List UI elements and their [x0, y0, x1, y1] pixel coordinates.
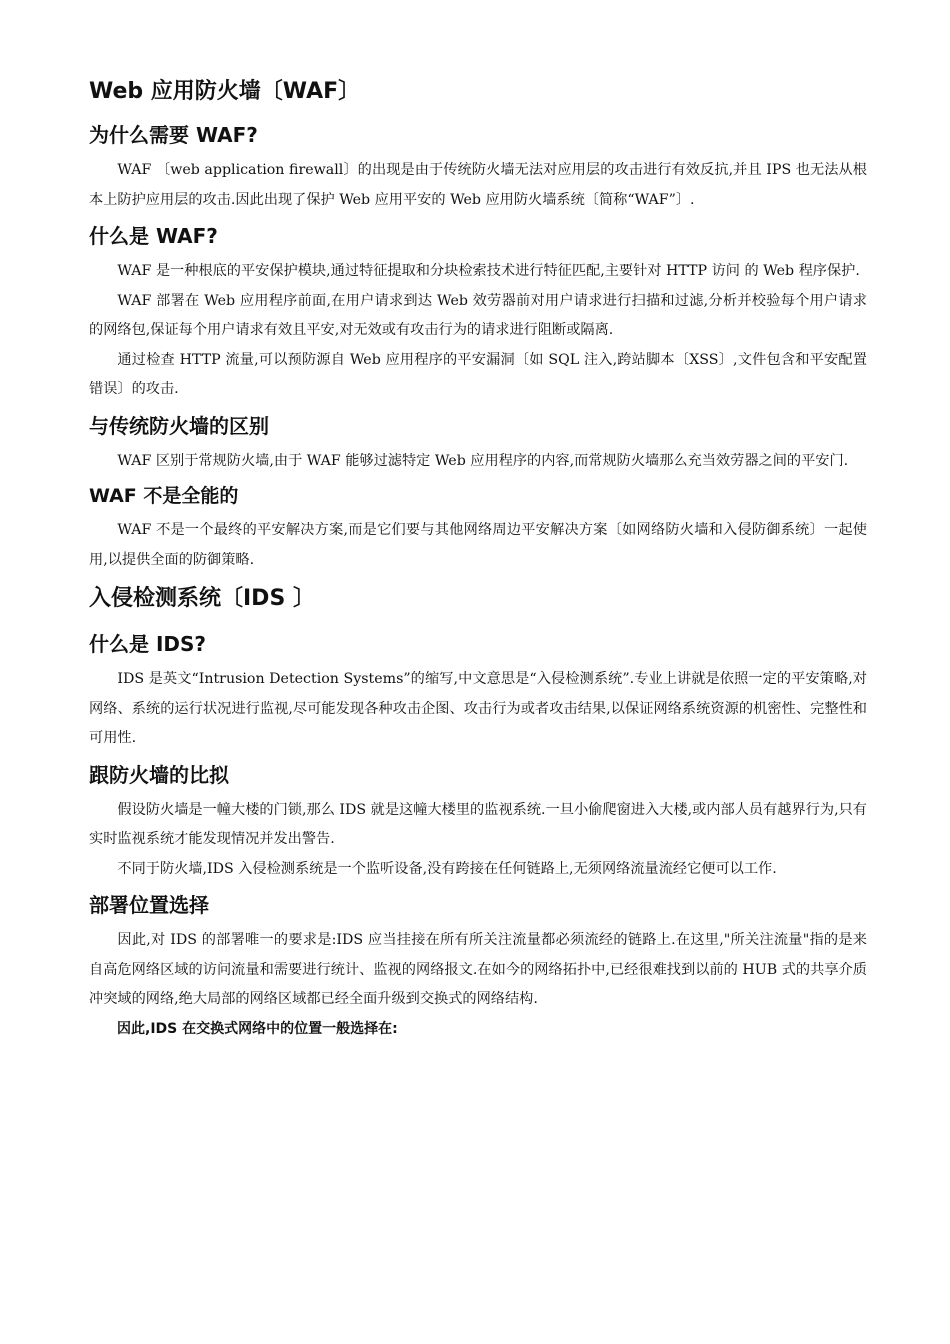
compare-paragraph-1: 假设防火墙是一幢大楼的门锁,那么 IDS 就是这幢大楼里的监视系统.一旦小偷爬窗进入大楼,或内部人员有越界行为,只有实时监视系统才能发现情况并发出警告.	[89, 801, 867, 847]
ids-title: 入侵检测系统〔IDS 〕	[89, 586, 315, 611]
what-is-waf-paragraph-2: WAF 部署在 Web 应用程序前面,在用户请求到达 Web 效劳器前对用户请求进行扫描和过滤,分析并校验每个用户请求的网络包,保证每个用户请求有效且平安,对无效或有攻击行为的请求进行阻断或隔离.	[89, 292, 867, 338]
waf-title: Web 应用防火墙〔WAF〕	[89, 79, 361, 104]
what-is-ids-paragraph: IDS 是英文“Intrusion Detection Systems”的缩写,中文意思是“入侵检测系统”.专业上讲就是依照一定的平安策略,对网络、系统的运行状况进行监视,尽可能发现各种攻击企图、攻击行为或者攻击结果,以保证网络系统资源的机密性、完整性和可用性.	[89, 671, 867, 746]
what-is-waf-paragraph-1: WAF 是一种根底的平安保护模块,通过特征提取和分块检索技术进行特征匹配,主要针对 HTTP 访问 的 Web 程序保护.	[117, 263, 860, 279]
document-page	[89, 70, 867, 1044]
deploy-paragraph-2: 因此,IDS 在交换式网络中的位置一般选择在:	[117, 1020, 398, 1037]
why-waf-heading: 为什么需要 WAF?	[89, 123, 258, 147]
waf-not-all-heading: WAF 不是全能的	[89, 485, 239, 507]
what-is-ids-heading: 什么是 IDS?	[89, 632, 207, 656]
what-is-waf-heading: 什么是 WAF?	[89, 224, 218, 248]
waf-not-all-paragraph: WAF 不是一个最终的平安解决方案,而是它们要与其他网络周边平安解决方案〔如网络防火墙和入侵防御系统〕一起使用,以提供全面的防御策略.	[89, 522, 867, 568]
compare-paragraph-2: 不同于防火墙,IDS 入侵检测系统是一个监听设备,没有跨接在任何链路上,无须网络流量流经它便可以工作.	[117, 860, 777, 877]
what-is-waf-paragraph-3: 通过检查 HTTP 流量,可以预防源自 Web 应用程序的平安漏洞〔如 SQL 注入,跨站脚本〔XSS〕,文件包含和平安配置错误〕的攻击.	[89, 351, 867, 397]
difference-heading: 与传统防火墙的区别	[89, 413, 269, 438]
deploy-heading: 部署位置选择	[89, 893, 209, 917]
difference-paragraph: WAF 区别于常规防火墙,由于 WAF 能够过滤特定 Web 应用程序的内容,而常规防火墙那么充当效劳器之间的平安门.	[117, 452, 849, 469]
deploy-paragraph-1: 因此,对 IDS 的部署唯一的要求是:IDS 应当挂接在所有所关注流量都必须流经的链路上.在这里,"所关注流量"指的是来自高危网络区域的访问流量和需要进行统计、监视的网络报文.在如今的网络拓扑中,已经很难找到以前的 HUB 式的共享介质冲突域的网络,绝大局部的网络区域都已经全面升级到交换式的网络结构.	[89, 932, 867, 1007]
compare-heading: 跟防火墙的比拟	[89, 762, 229, 787]
why-waf-paragraph: WAF 〔web application firewall〕的出现是由于传统防火墙无法对应用层的攻击进行有效反抗,并且 IPS 也无法从根本上防护应用层的攻击.因此出现了保护 Web 应用平安的 Web 应用防火墙系统〔简称“WAF”〕.	[89, 162, 867, 208]
